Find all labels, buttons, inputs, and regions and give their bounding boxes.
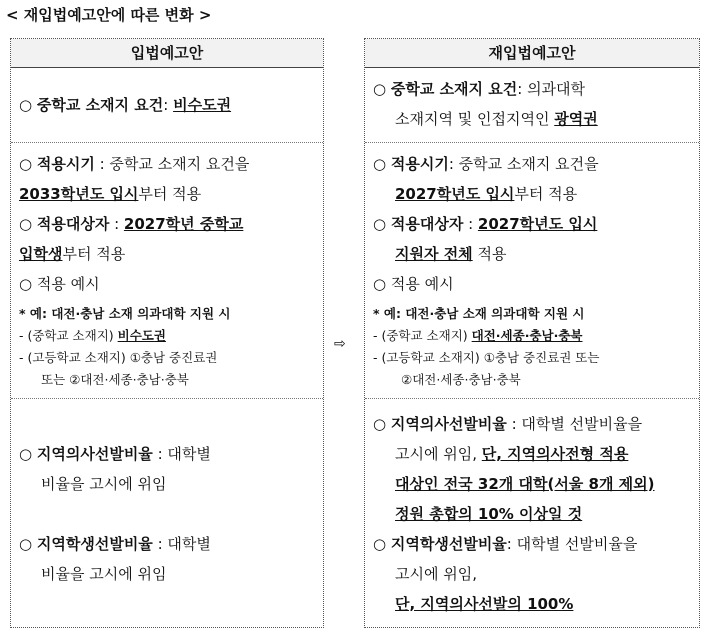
bullet-icon: ○ (19, 215, 33, 233)
target-label: 적용대상자 (36, 215, 110, 233)
example-prefix: - (중학교 소재지) (19, 328, 118, 343)
left-example-heading: ○ 적용 예시 (19, 275, 100, 293)
left-example-high-school-2: 또는 ②대전·세종·충남·충북 (41, 372, 189, 387)
bullet-icon: ○ (19, 96, 33, 114)
page-title: < 재입법예고안에 따른 변화 > (6, 6, 212, 24)
timing-label: 적용시기 (36, 155, 95, 173)
colon: : (463, 215, 478, 233)
left-location-section (11, 68, 323, 142)
right-student-ratio-line-2: 고시에 위임, (395, 565, 477, 583)
right-doctor-ratio-line-4 (395, 499, 582, 529)
right-location-line (373, 74, 585, 104)
target-value-2: 지원자 전체 (395, 245, 473, 263)
left-doctor-ratio-line (19, 439, 211, 469)
location-prefix: 소재지역 및 인접지역인 (395, 110, 555, 128)
location-requirement-value: 비수도권 (173, 96, 232, 114)
timing-label: 적용시기 (390, 155, 449, 173)
target-label: 적용대상자 (390, 215, 464, 233)
bullet-icon: ○ (19, 535, 33, 553)
right-doctor-ratio-line-2 (395, 439, 628, 469)
timing-value: 2027학년도 입시 (395, 185, 515, 203)
location-requirement-text: : 의과대학 (517, 80, 586, 98)
revised-proposal-column (364, 38, 700, 628)
right-application-section (365, 142, 699, 398)
left-timing-line-2 (19, 179, 201, 209)
timing-suffix: 부터 적용 (514, 185, 578, 203)
doctor-ratio-prefix: 고시에 위임, (395, 445, 482, 463)
colon: : (163, 96, 169, 114)
left-student-ratio-line-2: 비율을 고시에 위임 (41, 565, 167, 583)
right-example-high-school: - (고등학교 소재지) ①충남 중진료권 또는 (373, 350, 600, 365)
right-doctor-ratio-line (373, 409, 642, 439)
location-requirement-label: 중학교 소재지 요건 (36, 96, 164, 114)
student-ratio-condition: 단, 지역의사선발의 100% (395, 595, 574, 613)
doctor-ratio-condition-3: 정원 총합의 10% 이상일 것 (395, 505, 583, 523)
left-doctor-ratio-line-2: 비율을 고시에 위임 (41, 475, 167, 493)
doctor-ratio-condition-2: 대상인 전국 32개 대학(서울 8개 제외) (395, 475, 655, 493)
right-timing-line-2 (395, 179, 577, 209)
right-timing-line (373, 149, 599, 179)
revised-proposal-header: 재입법예고안 (365, 39, 699, 68)
bullet-icon: ○ (373, 415, 387, 433)
left-timing-line (19, 149, 249, 179)
left-application-section (11, 142, 323, 398)
example-value: 대전·세종·충남·충북 (471, 328, 583, 343)
arrow-right-icon: ⇨ (334, 336, 346, 352)
left-example-high-school: - (고등학교 소재지) ①충남 중진료권 (19, 350, 218, 365)
bullet-icon: ○ (373, 155, 387, 173)
bullet-icon: ○ (373, 80, 387, 98)
left-example-middle-school (19, 325, 166, 347)
doctor-ratio-label: 지역의사선발비율 (390, 415, 507, 433)
location-requirement-label: 중학교 소재지 요건 (390, 80, 518, 98)
student-ratio-text: : 대학별 선발비율을 (506, 535, 638, 553)
doctor-ratio-condition: 단, 지역의사전형 적용 (481, 445, 629, 463)
doctor-ratio-text: : 대학별 (152, 445, 211, 463)
example-value: 비수도권 (117, 328, 166, 343)
timing-value: 2033학년도 입시 (19, 185, 139, 203)
right-student-ratio-line-3 (395, 589, 573, 619)
right-example-high-school-2: ②대전·세종·충남·충북 (401, 372, 521, 387)
right-location-section (365, 68, 699, 142)
right-location-line-2 (395, 104, 598, 134)
example-prefix: - (중학교 소재지) (373, 328, 472, 343)
right-ratio-section (365, 398, 699, 628)
left-location-line (19, 90, 231, 120)
student-ratio-label: 지역학생선발비율 (390, 535, 507, 553)
doctor-ratio-label: 지역의사선발비율 (36, 445, 153, 463)
left-target-line (19, 209, 243, 239)
right-target-line-2 (395, 239, 506, 269)
timing-suffix: 부터 적용 (138, 185, 202, 203)
target-suffix: 적용 (472, 245, 507, 263)
right-doctor-ratio-line-3 (395, 469, 655, 499)
right-student-ratio-line (373, 529, 637, 559)
right-target-line (373, 209, 597, 239)
student-ratio-label: 지역학생선발비율 (36, 535, 153, 553)
bullet-icon: ○ (19, 155, 33, 173)
target-suffix: 부터 적용 (62, 245, 126, 263)
timing-text: : 중학교 소재지 요건을 (94, 155, 250, 173)
bullet-icon: ○ (373, 535, 387, 553)
location-requirement-value: 광역권 (554, 110, 598, 128)
target-value: 2027학년도 입시 (477, 215, 598, 233)
target-value: 2027학년 중학교 (123, 215, 244, 233)
left-student-ratio-line (19, 529, 211, 559)
right-example-middle-school (373, 325, 583, 347)
doctor-ratio-text: : 대학별 선발비율을 (506, 415, 643, 433)
colon: : (109, 215, 124, 233)
left-ratio-section (11, 398, 323, 628)
student-ratio-text: : 대학별 (152, 535, 211, 553)
left-target-line-2 (19, 239, 125, 269)
right-example-note: * 예: 대전·충남 소재 의과대학 지원 시 (373, 306, 585, 321)
bullet-icon: ○ (19, 445, 33, 463)
timing-text: : 중학교 소재지 요건을 (448, 155, 599, 173)
left-example-note: * 예: 대전·충남 소재 의과대학 지원 시 (19, 306, 231, 321)
right-example-heading: ○ 적용 예시 (373, 275, 454, 293)
current-proposal-header: 입법예고안 (11, 39, 323, 68)
target-value-2: 입학생 (19, 245, 63, 263)
bullet-icon: ○ (373, 215, 387, 233)
current-proposal-column (10, 38, 324, 628)
